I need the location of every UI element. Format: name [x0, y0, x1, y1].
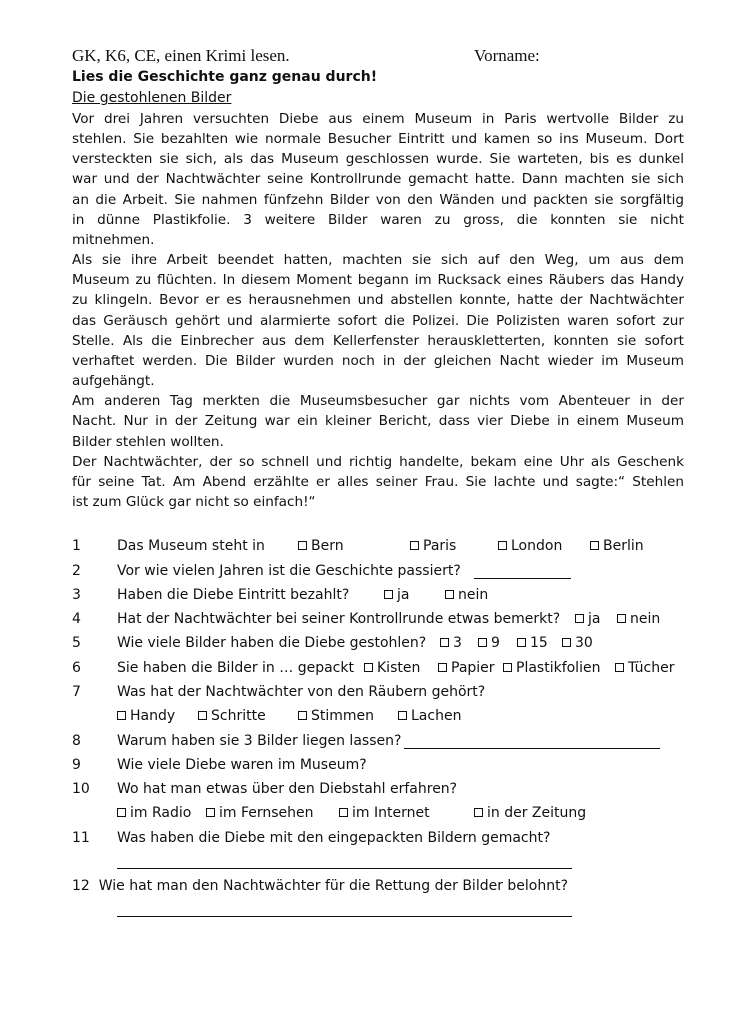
story-line: versteckten sie sich, als das Museum geschlossen wurde. Sie warteten, bis es dunkel	[72, 151, 684, 168]
question-text: Hat der Nachtwächter bei seiner Kontrollrunde etwas bemerkt?	[117, 611, 561, 627]
question-text: Was hat der Nachtwächter von den Räubern gehört?	[117, 684, 486, 700]
checkbox-icon[interactable]	[445, 590, 454, 599]
option-nein[interactable]: nein	[617, 611, 660, 627]
question-text: Was haben die Diebe mit den eingepackten Bildern gemacht?	[117, 830, 551, 846]
checkbox-icon[interactable]	[364, 663, 373, 672]
option-plastikfolien[interactable]: Plastikfolien	[503, 660, 600, 676]
story-line: das Geräusch gehört und alarmierte sofort die Polizei. Die Polizisten waren sofort zur	[72, 312, 684, 329]
option-radio[interactable]: im Radio	[117, 805, 191, 821]
checkbox-icon[interactable]	[384, 590, 393, 599]
checkbox-icon[interactable]	[117, 711, 126, 720]
checkbox-icon[interactable]	[398, 711, 407, 720]
story-line: an die Arbeit. Sie nahmen fünfzehn Bilder von den Wänden und packten sie sorgfältig	[72, 191, 684, 208]
question-number: 9	[72, 757, 81, 773]
question-number: 10	[72, 781, 90, 797]
checkbox-icon[interactable]	[503, 663, 512, 672]
option-london[interactable]: London	[498, 538, 562, 554]
checkbox-icon[interactable]	[438, 663, 447, 672]
question-number: 4	[72, 611, 81, 627]
option-stimmen[interactable]: Stimmen	[298, 708, 374, 724]
checkbox-icon[interactable]	[575, 614, 584, 623]
story-line: Am anderen Tag merkten die Museumsbesucher gar nichts vom Abenteuer in der	[72, 393, 684, 410]
question-text: Sie haben die Bilder in … gepackt	[117, 660, 354, 676]
instruction-text: Lies die Geschichte ganz genau durch!	[72, 69, 378, 85]
header-first-name-label: Vorname:	[474, 46, 540, 65]
question-text: Warum haben sie 3 Bilder liegen lassen?	[117, 733, 402, 749]
question-text: Wo hat man etwas über den Diebstahl erfahren?	[117, 781, 458, 797]
option-handy[interactable]: Handy	[117, 708, 175, 724]
option-zeitung[interactable]: in der Zeitung	[474, 805, 586, 821]
checkbox-icon[interactable]	[339, 808, 348, 817]
question-number: 1	[72, 538, 81, 554]
option-lachen[interactable]: Lachen	[398, 708, 461, 724]
story-line: zu klingeln. Bevor er es herausnehmen und abstellen konnte, hatte der Nachtwächter	[72, 292, 684, 309]
story-title: Die gestohlenen Bilder	[72, 90, 232, 106]
question-text: Wie viele Diebe waren im Museum?	[117, 757, 367, 773]
checkbox-icon[interactable]	[198, 711, 207, 720]
question-number: 7	[72, 684, 81, 700]
checkbox-icon[interactable]	[517, 638, 526, 647]
checkbox-icon[interactable]	[617, 614, 626, 623]
checkbox-icon[interactable]	[206, 808, 215, 817]
story-text	[72, 109, 684, 512]
story-line: Stelle. Als die Einbrecher aus dem Kellerfenster herauskletterten, konnten sie sofort	[72, 332, 684, 349]
story-line: mitnehmen.	[72, 231, 155, 248]
story-line: Nacht. Nur in der Zeitung war ein kleiner Bericht, dass vier Diebe in einem Museum	[72, 413, 684, 430]
story-line: für seine Tat. Am Abend erzählte er alles seiner Frau. Sie lachte und sagte:“ Stehlen	[72, 473, 684, 490]
story-line: Bilder stehlen wollten.	[72, 433, 224, 450]
answer-line[interactable]	[117, 868, 572, 869]
checkbox-icon[interactable]	[474, 808, 483, 817]
option-fernsehen[interactable]: im Fernsehen	[206, 805, 314, 821]
question-number: 2	[72, 563, 81, 579]
option-3[interactable]: 3	[440, 635, 462, 651]
question-number: 3	[72, 587, 81, 603]
question-number: 11	[72, 830, 90, 846]
option-tuecher[interactable]: Tücher	[615, 660, 674, 676]
story-line: in dünne Plastikfolie. 3 weitere Bilder waren zu gross, die konnten sie nicht	[72, 211, 684, 228]
checkbox-icon[interactable]	[440, 638, 449, 647]
question-text: Das Museum steht in	[117, 538, 265, 554]
answer-line[interactable]	[474, 578, 571, 579]
question-12	[72, 878, 568, 894]
checkbox-icon[interactable]	[478, 638, 487, 647]
option-berlin[interactable]: Berlin	[590, 538, 644, 554]
option-papier[interactable]: Papier	[438, 660, 495, 676]
checkbox-icon[interactable]	[498, 541, 507, 550]
checkbox-icon[interactable]	[410, 541, 419, 550]
header-course-title: GK, K6, CE, einen Krimi lesen.	[72, 46, 290, 65]
option-ja[interactable]: ja	[384, 587, 409, 603]
option-kisten[interactable]: Kisten	[364, 660, 420, 676]
story-line: aufgehängt.	[72, 373, 155, 390]
question-number: 5	[72, 635, 81, 651]
question-text: Vor wie vielen Jahren ist die Geschichte passiert?	[117, 563, 461, 579]
option-bern[interactable]: Bern	[298, 538, 344, 554]
story-line: Der Nachtwächter, der so schnell und richtig handelte, bekam eine Uhr als Geschenk	[72, 453, 684, 470]
checkbox-icon[interactable]	[298, 541, 307, 550]
story-line: Vor drei Jahren versuchten Diebe aus einem Museum in Paris wertvolle Bilder zu	[72, 111, 684, 127]
story-line: Als sie ihre Arbeit beendet hatten, machten sie sich auf den Weg, um aus dem	[72, 252, 684, 269]
question-text: Wie viele Bilder haben die Diebe gestohlen?	[117, 635, 427, 651]
option-paris[interactable]: Paris	[410, 538, 456, 554]
option-15[interactable]: 15	[517, 635, 548, 651]
question-text: Wie hat man den Nachtwächter für die Rettung der Bilder belohnt?	[98, 878, 569, 894]
checkbox-icon[interactable]	[562, 638, 571, 647]
option-30[interactable]: 30	[562, 635, 593, 651]
story-line: ist zum Glück gar nicht so einfach!“	[72, 493, 316, 510]
question-number: 8	[72, 733, 81, 749]
story-line: verhaftet werden. Die Bilder wurden noch in der gleichen Nacht wieder im Museum	[72, 352, 684, 369]
question-number: 6	[72, 660, 81, 676]
question-number: 12	[72, 878, 90, 894]
story-line: Museum zu flüchten. In diesem Moment begann im Rucksack eines Räubers das Handy	[72, 272, 684, 289]
option-nein[interactable]: nein	[445, 587, 488, 603]
answer-line[interactable]	[404, 748, 660, 749]
option-internet[interactable]: im Internet	[339, 805, 430, 821]
story-line: war und der Nachtwächter seine Kontrollrunde gemacht hatte. Dann machten sie sich	[72, 171, 684, 188]
checkbox-icon[interactable]	[590, 541, 599, 550]
story-line: stehlen. Sie bezahlten wie normale Besucher Eintritt und kamen so ins Museum. Dort	[72, 131, 684, 148]
checkbox-icon[interactable]	[298, 711, 307, 720]
option-schritte[interactable]: Schritte	[198, 708, 266, 724]
checkbox-icon[interactable]	[615, 663, 624, 672]
option-9[interactable]: 9	[478, 635, 500, 651]
answer-line[interactable]	[117, 916, 572, 917]
option-ja[interactable]: ja	[575, 611, 600, 627]
checkbox-icon[interactable]	[117, 808, 126, 817]
question-text: Haben die Diebe Eintritt bezahlt?	[117, 587, 350, 603]
